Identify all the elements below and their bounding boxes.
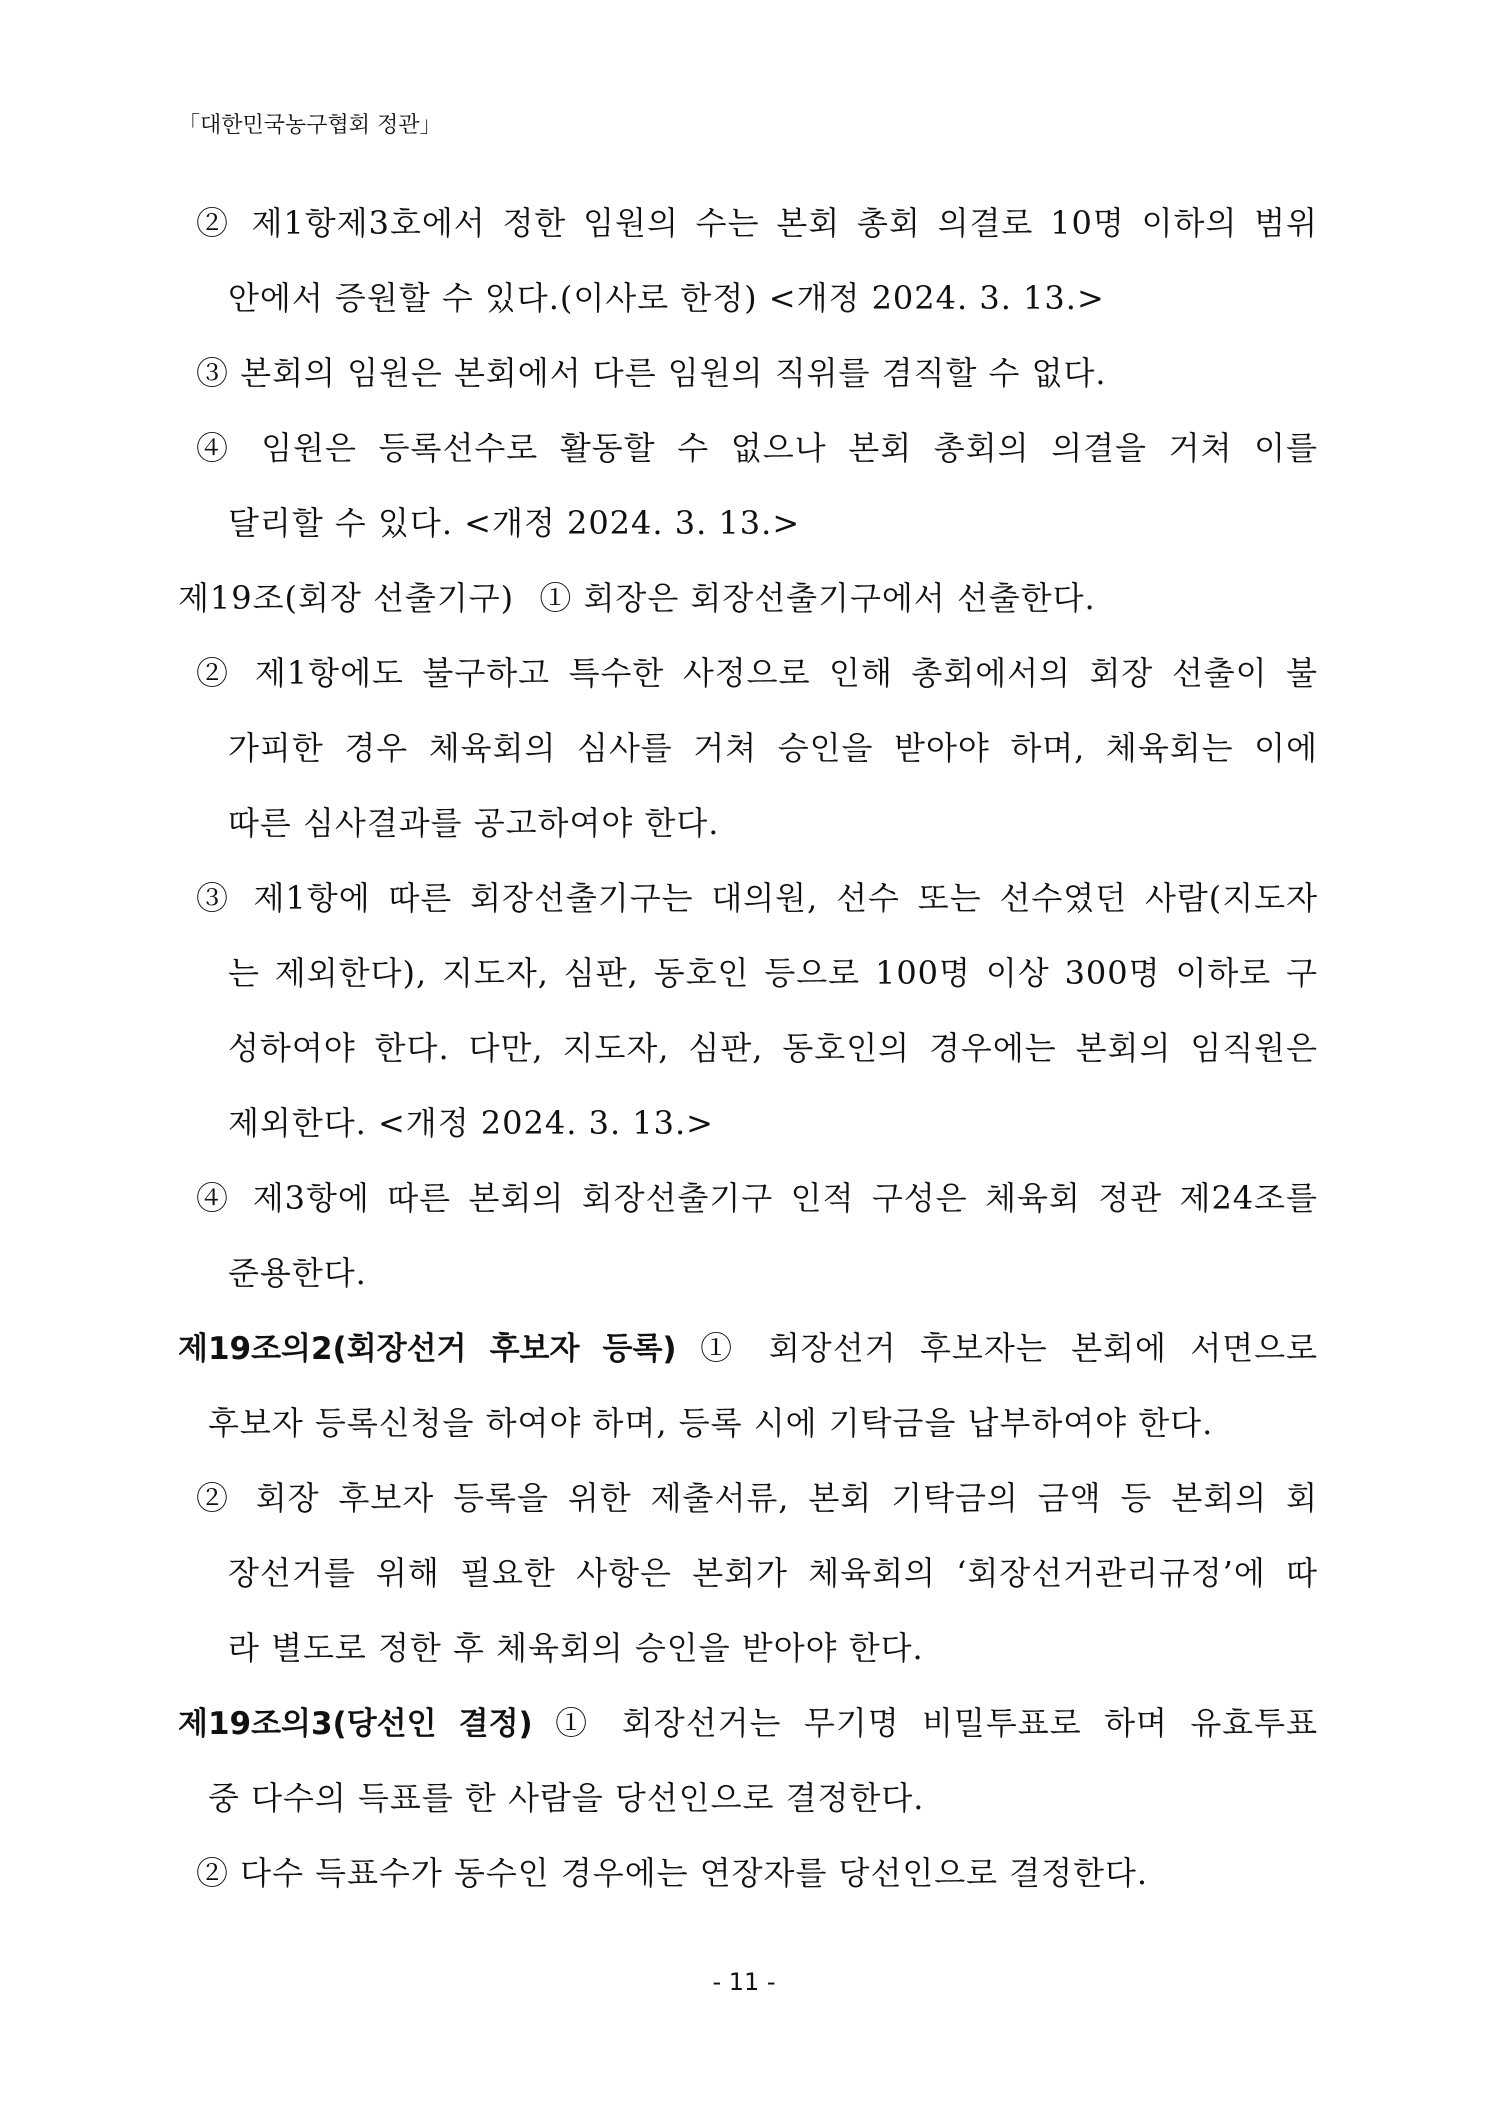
article-heading: [178, 1703, 1318, 1744]
paragraph-line: ② 제1항에도 불구하고 특수한 사정으로 인해 총회에서의 회장 선출이 불: [196, 654, 1318, 692]
paragraph-line: ③ 제1항에 따른 회장선출기구는 대의원, 선수 또는 선수였던 사람(지도자: [196, 879, 1318, 917]
article-first-clause: ① 회장은 회장선출기구에서 선출한다.: [539, 579, 1096, 617]
paragraph-line: ② 다수 득표수가 동수인 경우에는 연장자를 당선인으로 결정한다.: [196, 1854, 1149, 1892]
paragraph-line: 라 별도로 정한 후 체육회의 승인을 받아야 한다.: [228, 1629, 924, 1667]
paragraph-line: 준용한다.: [228, 1254, 367, 1292]
paragraph-line: 장선거를 위해 필요한 사항은 본회가 체육회의 ‘회장선거관리규정’에 따: [228, 1554, 1318, 1592]
article-first-clause: ① 회장선거 후보자는 본회에 서면으로: [700, 1329, 1319, 1367]
article-title: 제19조(회장 선출기구): [178, 579, 515, 617]
paragraph-line: ④ 제3항에 따른 본회의 회장선출기구 인적 구성은 체육회 정관 제24조를: [196, 1179, 1318, 1217]
paragraph-line: 중 다수의 득표를 한 사람을 당선인으로 결정한다.: [208, 1779, 925, 1817]
paragraph-line: ④ 임원은 등록선수로 활동할 수 없으나 본회 총회의 의결을 거쳐 이를: [196, 429, 1318, 467]
paragraph-line: 는 제외한다), 지도자, 심판, 동호인 등으로 100명 이상 300명 이하로 구: [228, 954, 1318, 992]
article-heading: [178, 1328, 1318, 1369]
paragraph-line: 달리할 수 있다. <개정 2024. 3. 13.>: [228, 504, 801, 542]
article-first-clause: ① 회장선거는 무기명 비밀투표로 하며 유효투표: [555, 1704, 1318, 1742]
paragraph-line: 안에서 증원할 수 있다.(이사로 한정) <개정 2024. 3. 13.>: [228, 279, 1105, 317]
article-title: 제19조의2(회장선거 후보자 등록): [178, 1331, 677, 1367]
paragraph-line: 성하여야 한다. 다만, 지도자, 심판, 동호인의 경우에는 본회의 임직원은: [228, 1029, 1318, 1067]
page-number: - 11 -: [712, 1968, 776, 1996]
paragraph-line: 후보자 등록신청을 하여야 하며, 등록 시에 기탁금을 납부하여야 한다.: [208, 1404, 1214, 1442]
document-header: 「대한민국농구협회 정관」: [178, 113, 442, 138]
article-title: 제19조의3(당선인 결정): [178, 1706, 533, 1742]
paragraph-line: 따른 심사결과를 공고하여야 한다.: [228, 804, 720, 842]
paragraph-line: 가피한 경우 체육회의 심사를 거쳐 승인을 받아야 하며, 체육회는 이에: [228, 729, 1318, 767]
paragraph-line: 제외한다. <개정 2024. 3. 13.>: [228, 1104, 714, 1142]
article-heading: [178, 578, 1096, 618]
paragraph-line: ② 제1항제3호에서 정한 임원의 수는 본회 총회 의결로 10명 이하의 범위: [196, 204, 1318, 242]
paragraph-line: ② 회장 후보자 등록을 위한 제출서류, 본회 기탁금의 금액 등 본회의 회: [196, 1479, 1318, 1517]
paragraph-line: ③ 본회의 임원은 본회에서 다른 임원의 직위를 겸직할 수 없다.: [196, 354, 1107, 392]
